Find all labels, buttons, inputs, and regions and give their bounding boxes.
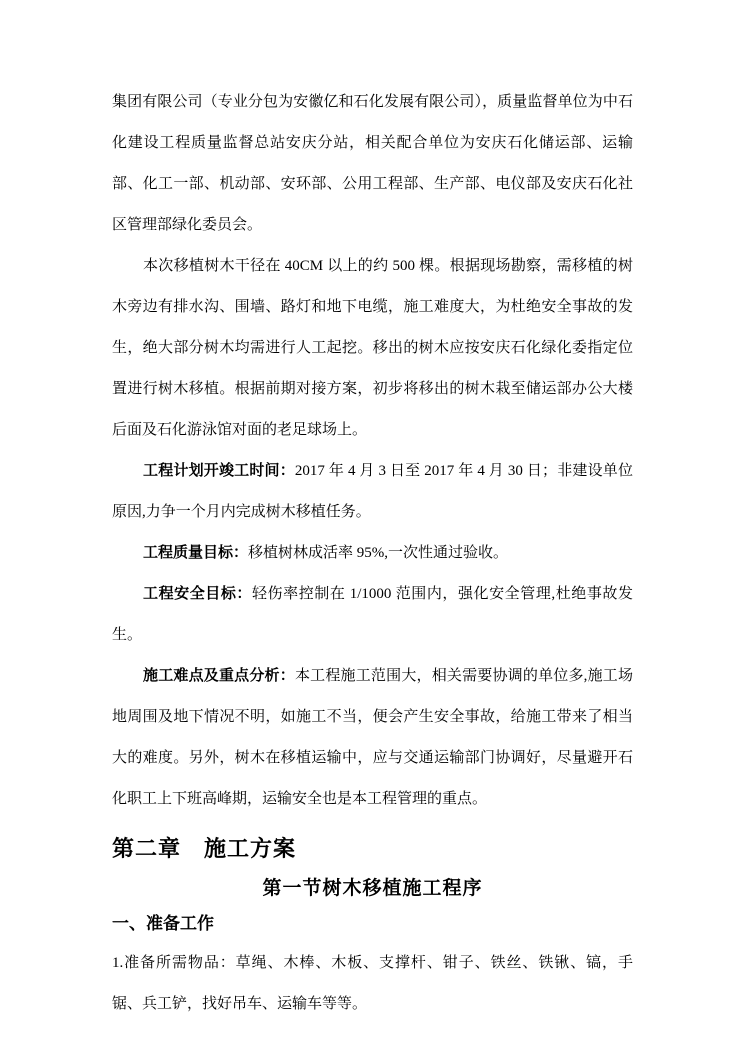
text-run: 1.准备所需物品：草绳、木棒、木板、支撑杆、钳子、铁丝、铁锹、镐，手锯、兵工铲，找好吊车、运输车等等。 (112, 955, 633, 1012)
body-paragraph (112, 656, 633, 820)
text-run: 移植树林成活率 95%,一次性通过验收。 (248, 545, 509, 561)
text-run: 本次移植树木干径在 40CM 以上的约 500 棵。根据现场勘察，需移植的树木旁边有排水沟、围墙、路灯和地下电缆，施工难度大，为杜绝安全事故的发生，绝大部分树木均需进行人工起挖。移出的树木应按安庆石化绿化委指定位置进行树木移植。根据前期对接方案，初步将移出的树木栽至储运部办公大楼后面及石化游泳馆对面的老足球场上。 (112, 258, 633, 438)
bold-label-run: 施工难点及重点分析： (143, 668, 295, 684)
chapter-heading: 第二章 施工方案 (112, 836, 297, 861)
document-content (112, 82, 633, 1025)
bold-label-run: 工程计划开竣工时间： (143, 463, 295, 479)
bold-label-run: 工程质量目标： (143, 545, 249, 561)
text-run: 2017 年 4 月 3 日至 2017 年 4 月 30 日；非建设单位原因,力争一个月内完成树木移植任务。 (112, 463, 633, 520)
text-run: 本工程施工范围大，相关需要协调的单位多,施工场地周围及地下情况不明，如施工不当，便会产生安全事故，给施工带来了相当大的难度。另外，树木在移植运输中，应与交通运输部门协调好，尽量避开石化职工上下班高峰期，运输安全也是本工程管理的重点。 (112, 668, 633, 807)
subsection-heading: 一、准备工作 (112, 914, 214, 933)
section-heading: 第一节树木移植施工程序 (262, 878, 483, 899)
body-paragraph (112, 451, 633, 533)
text-run: 轻伤率控制在 1/1000 范围内，强化安全管理,杜绝事故发生。 (112, 586, 633, 643)
text-run: 集团有限公司（专业分包为安徽亿和石化发展有限公司），质量监督单位为中石化建设工程质量监督总站安庆分站，相关配合单位为安庆石化储运部、运输部、化工一部、机动部、安环部、公用工程部、生产部、电仪部及安庆石化社区管理部绿化委员会。 (112, 94, 633, 233)
body-paragraph (112, 82, 633, 246)
body-paragraph (112, 943, 633, 1025)
body-paragraph (112, 574, 633, 656)
body-paragraph (112, 533, 633, 574)
bold-label-run: 工程安全目标： (143, 586, 252, 602)
body-paragraph (112, 246, 633, 451)
